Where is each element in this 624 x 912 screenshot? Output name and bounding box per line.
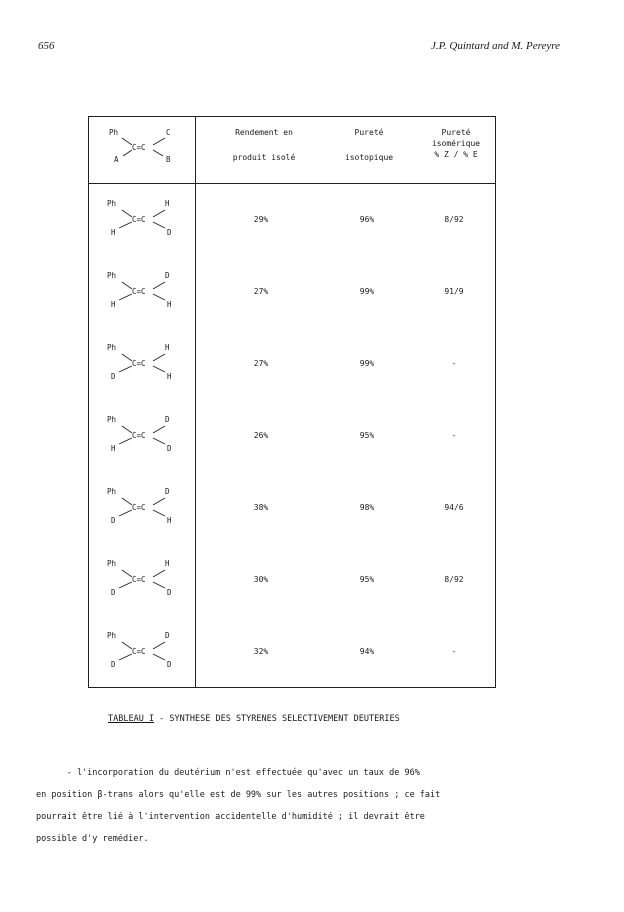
table-caption — [108, 714, 400, 724]
row-isomeric-purity: - — [451, 359, 457, 368]
row-structure — [89, 627, 195, 681]
caption-text: - SYNTHESE DES STYRENES SELECTIVEMENT DEUTERIES — [154, 714, 400, 724]
row-b-label: D — [167, 228, 172, 237]
row-a-label: H — [111, 444, 116, 453]
row-isotopic-purity: 95% — [359, 431, 375, 440]
row-isomeric-purity: 94/6 — [444, 503, 464, 512]
row-bond-label: C=C — [132, 287, 146, 296]
column-header-isotopic — [329, 127, 409, 163]
column-header-line: isotopique — [344, 153, 394, 162]
row-c-label: D — [165, 271, 170, 280]
row-ph-label: Ph — [107, 487, 117, 496]
column-header-line: % Z / % E — [434, 150, 478, 159]
header-c-label: C — [166, 128, 171, 137]
row-b-label: H — [167, 372, 172, 381]
row-structure — [89, 195, 195, 249]
row-yield: 26% — [253, 431, 269, 440]
running-authors: J.P. Quintard and M. Pereyre — [430, 40, 560, 52]
row-c-label: H — [165, 199, 170, 208]
column-header-line: produit isolé — [232, 153, 296, 162]
row-a-label: D — [111, 588, 116, 597]
row-b-label: D — [167, 588, 172, 597]
row-isotopic-purity: 99% — [359, 359, 375, 368]
row-isomeric-purity: 91/9 — [444, 287, 464, 296]
row-a-label: H — [111, 300, 116, 309]
row-c-label: D — [165, 631, 170, 640]
page-header — [0, 40, 624, 54]
row-yield: 32% — [253, 647, 269, 656]
row-c-label: D — [165, 487, 170, 496]
column-header-line: Pureté — [441, 128, 471, 137]
row-isotopic-purity: 96% — [359, 215, 375, 224]
row-yield: 27% — [253, 359, 269, 368]
header-bond-label: C=C — [132, 143, 146, 152]
row-c-label: H — [165, 559, 170, 568]
row-structure — [89, 411, 195, 465]
row-structure — [89, 267, 195, 321]
row-structure — [89, 483, 195, 537]
row-b-label: H — [167, 300, 172, 309]
row-c-label: D — [165, 415, 170, 424]
row-bond-label: C=C — [132, 503, 146, 512]
paragraph-line: possible d'y remédier. — [36, 834, 149, 844]
row-bond-label: C=C — [132, 215, 146, 224]
table-column-divider — [195, 117, 196, 687]
row-a-label: D — [111, 372, 116, 381]
synthesis-table — [88, 116, 496, 688]
row-bond-label: C=C — [132, 431, 146, 440]
row-isotopic-purity: 94% — [359, 647, 375, 656]
row-ph-label: Ph — [107, 271, 117, 280]
column-header-line: Pureté — [354, 128, 384, 137]
row-yield: 27% — [253, 287, 269, 296]
row-isotopic-purity: 98% — [359, 503, 375, 512]
row-isomeric-purity: - — [451, 431, 457, 440]
row-ph-label: Ph — [107, 415, 117, 424]
row-bond-label: C=C — [132, 575, 146, 584]
row-isomeric-purity: 8/92 — [444, 575, 464, 584]
row-bond-label: C=C — [132, 647, 146, 656]
header-ph-label: Ph — [109, 128, 119, 137]
row-structure — [89, 555, 195, 609]
row-yield: 38% — [253, 503, 269, 512]
row-bond-label: C=C — [132, 359, 146, 368]
page-number: 656 — [38, 40, 55, 52]
header-a-label: A — [114, 155, 119, 164]
row-ph-label: Ph — [107, 631, 117, 640]
paragraph-line: pourrait être lié à l'intervention accidentelle d'humidité ; il devrait être — [36, 812, 425, 822]
header-b-label: B — [166, 155, 171, 164]
column-header-line: Rendement en — [235, 128, 293, 137]
column-header-line: isomérique — [431, 139, 481, 148]
table-header-divider — [89, 183, 495, 184]
caption-key: TABLEAU I — [108, 714, 155, 724]
row-ph-label: Ph — [107, 343, 117, 352]
row-a-label: D — [111, 660, 116, 669]
row-a-label: H — [111, 228, 116, 237]
row-yield: 29% — [253, 215, 269, 224]
column-header-isomeric — [417, 127, 495, 160]
row-yield: 30% — [253, 575, 269, 584]
row-isomeric-purity: 8/92 — [444, 215, 464, 224]
row-isotopic-purity: 95% — [359, 575, 375, 584]
row-ph-label: Ph — [107, 199, 117, 208]
row-ph-label: Ph — [107, 559, 117, 568]
header-structure — [89, 123, 195, 177]
row-b-label: D — [167, 444, 172, 453]
body-paragraph — [36, 762, 596, 850]
paragraph-line: - l'incorporation du deutérium n'est effectuée qu'avec un taux de 96% — [36, 768, 420, 778]
row-b-label: H — [167, 516, 172, 525]
column-header-yield — [209, 127, 319, 163]
row-a-label: D — [111, 516, 116, 525]
paragraph-line: en position β-trans alors qu'elle est de 99% sur les autres positions ; ce fait — [36, 790, 441, 800]
row-c-label: H — [165, 343, 170, 352]
row-b-label: D — [167, 660, 172, 669]
row-isotopic-purity: 99% — [359, 287, 375, 296]
row-isomeric-purity: - — [451, 647, 457, 656]
row-structure — [89, 339, 195, 393]
